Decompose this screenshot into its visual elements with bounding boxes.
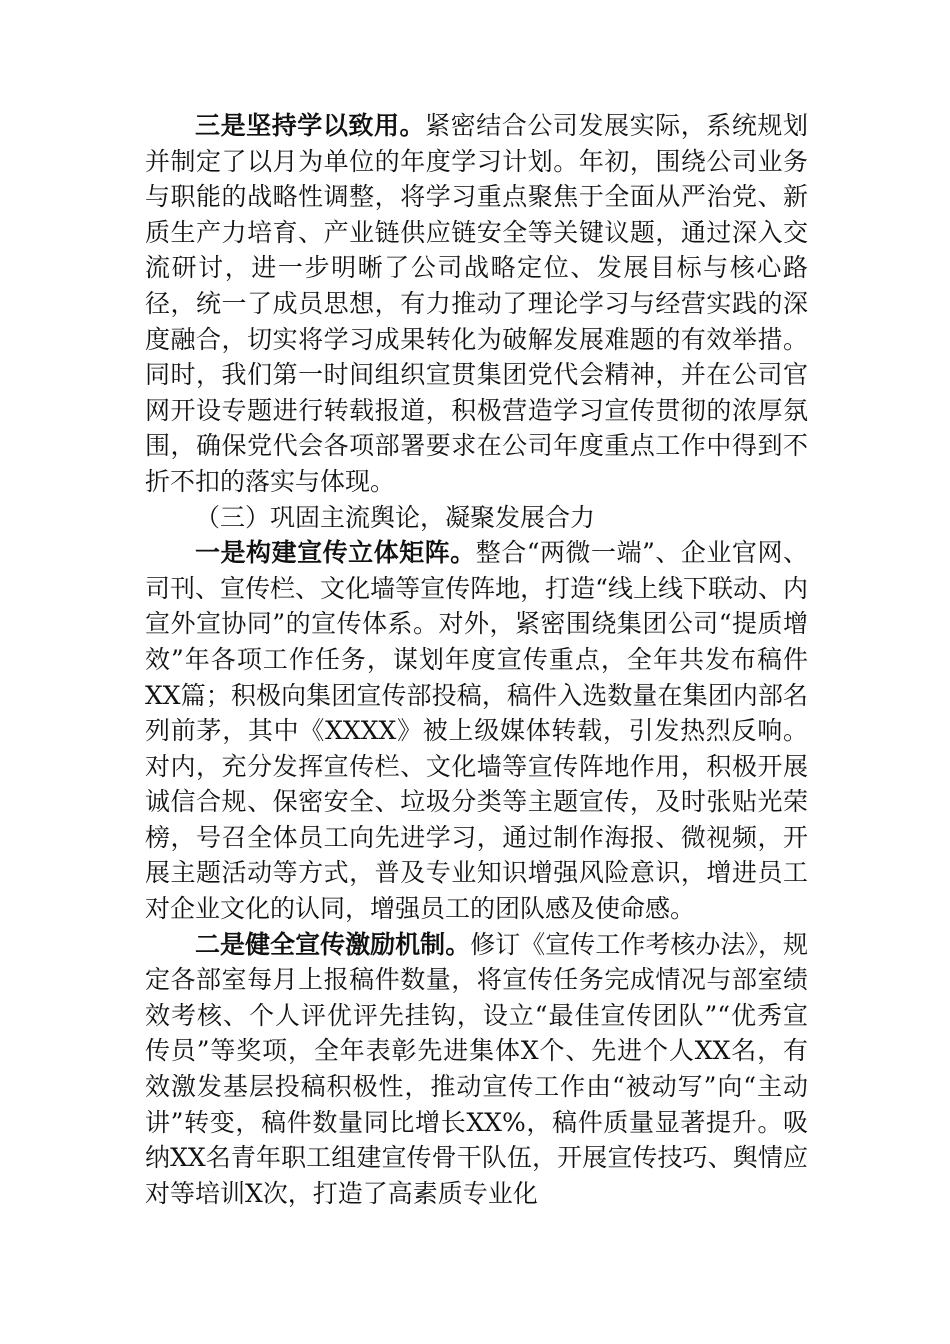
- paragraph-lead: 一是构建宣传立体矩阵。: [195, 538, 476, 568]
- paragraph-text: 整合“两微一端”、企业官网、司刊、宣传栏、文化墙等宣传阵地，打造“线上线下联动、内宣外宣协同”的宣传体系。对外，紧密围绕集团公司“提质增效”年各项工作任务，谋划年度宣传重点，全年共发布稿件XX篇；积极向集团宣传部投稿，稿件入选数量在集团内部名列前茅，其中《XXXX》被上级媒体转载，引发热烈反响。对内，充分发挥宣传栏、文化墙等宣传阵地作用，积极开展诚信合规、保密安全、垃圾分类等主题宣传，及时张贴光荣榜，号召全体员工向先进学习，通过制作海报、微视频，开展主题活动等方式，普及专业知识增强风险意识，增进员工对企业文化的认同，增强员工的团队感及使命感。: [145, 538, 808, 924]
- paragraph-lead: 三是坚持学以致用。: [195, 111, 426, 140]
- section-heading: （三）巩固主流舆论，凝聚发展合力: [195, 502, 596, 532]
- paragraph-lead: 二是健全宣传激励机制。: [195, 929, 471, 959]
- paragraph-text: 紧密结合公司发展实际，系统规划并制定了以月为单位的年度学习计划。年初，围绕公司业务与职能的战略性调整，将学习重点聚焦于全面从严治党、新质生产力培育、产业链供应链安全等关键议题，通过深入交流研讨，进一步明晰了公司战略定位、发展目标与核心路径，统一了成员思想，有力推动了理论学习与经营实践的深度融合，切实将学习成果转化为破解发展难题的有效举措。同时，我们第一时间组织宣贯集团党代会精神，并在公司官网开设专题进行转载报道，积极营造学习宣传贯彻的浓厚氛围，确保党代会各项部署要求在公司年度重点工作中得到不折不扣的落实与体现。: [145, 111, 808, 496]
- paragraph-learning-application: [145, 108, 808, 500]
- paragraph-text: 修订《宣传工作考核办法》，规定各部室每月上报稿件数量，将宣传任务完成情况与部室绩效考核、个人评优评先挂钩，设立“最佳宣传团队”“优秀宣传员”等奖项，全年表彰先进集体X个、先进个人XX名，有效激发基层投稿积极性，推动宣传工作由“被动写”向“主动讲”转变，稿件数量同比增长XX%，稿件质量显著提升。吸纳XX名青年职工组建宣传骨干队伍，开展宣传技巧、舆情应对等培训X次，打造了高素质专业化: [145, 929, 808, 1208]
- paragraph-publicity-matrix: [145, 535, 808, 927]
- paragraph-incentive-mechanism: [145, 927, 808, 1212]
- document-body: [145, 108, 808, 1211]
